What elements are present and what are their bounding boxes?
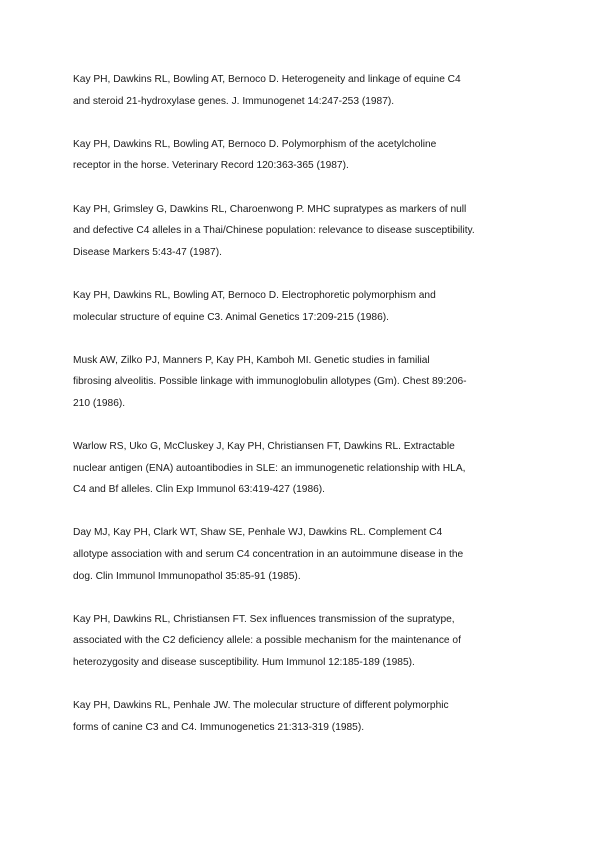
- reference-9: [73, 695, 573, 738]
- reference-line: heterozygosity and disease susceptibility. Hum Immunol 12:185-189 (1985).: [73, 657, 415, 669]
- document-page: [73, 69, 573, 760]
- reference-line: fibrosing alveolitis. Possible linkage with immunoglobulin allotypes (Gm). Chest 89:206-: [73, 376, 467, 388]
- reference-line: allotype association with and serum C4 concentration in an autoimmune disease in the: [73, 549, 464, 561]
- reference-line: and steroid 21-hydroxylase genes. J. Immunogenet 14:247-253 (1987).: [73, 95, 395, 107]
- reference-line: receptor in the horse. Veterinary Record 120:363-365 (1987).: [73, 160, 349, 172]
- reference-line: Disease Markers 5:43-47 (1987).: [73, 246, 222, 258]
- reference-line: Warlow RS, Uko G, McCluskey J, Kay PH, Christiansen FT, Dawkins RL. Extractable: [73, 441, 455, 453]
- reference-line: Kay PH, Dawkins RL, Christiansen FT. Sex influences transmission of the supratype,: [73, 613, 455, 625]
- reference-line: Kay PH, Dawkins RL, Bowling AT, Bernoco D. Polymorphism of the acetylcholine: [73, 138, 437, 150]
- reference-line: Kay PH, Dawkins RL, Bowling AT, Bernoco D. Heterogeneity and linkage of equine C4: [73, 74, 461, 85]
- reference-line: forms of canine C3 and C4. Immunogenetics 21:313-319 (1985).: [73, 721, 365, 733]
- reference-8: [73, 609, 573, 674]
- reference-5: [73, 350, 573, 415]
- reference-line: Musk AW, Zilko PJ, Manners P, Kay PH, Kamboh MI. Genetic studies in familial: [73, 354, 430, 366]
- reference-line: dog. Clin Immunol Immunopathol 35:85-91 (1985).: [73, 570, 301, 582]
- reference-line: molecular structure of equine C3. Animal Genetics 17:209-215 (1986).: [73, 311, 389, 323]
- reference-line: Kay PH, Dawkins RL, Bowling AT, Bernoco D. Electrophoretic polymorphism and: [73, 289, 436, 301]
- reference-line: Kay PH, Dawkins RL, Penhale JW. The molecular structure of different polymorphic: [73, 700, 449, 712]
- reference-line: nuclear antigen (ENA) autoantibodies in SLE: an immunogenetic relationship with HLA,: [73, 462, 466, 474]
- reference-line: C4 and Bf alleles. Clin Exp Immunol 63:419-427 (1986).: [73, 484, 325, 496]
- reference-line: associated with the C2 deficiency allele: a possible mechanism for the maintenance of: [73, 635, 461, 647]
- reference-4: [73, 285, 573, 328]
- reference-line: 210 (1986).: [73, 397, 126, 409]
- reference-3: [73, 199, 573, 264]
- reference-line: Kay PH, Grimsley G, Dawkins RL, Charoenwong P. MHC supratypes as markers of null: [73, 203, 467, 215]
- reference-6: [73, 436, 573, 501]
- reference-2: [73, 134, 573, 177]
- reference-line: Day MJ, Kay PH, Clark WT, Shaw SE, Penhale WJ, Dawkins RL. Complement C4: [73, 527, 443, 539]
- reference-1: [73, 69, 573, 112]
- reference-line: and defective C4 alleles in a Thai/Chinese population: relevance to disease susceptibility.: [73, 225, 475, 237]
- reference-7: [73, 522, 573, 587]
